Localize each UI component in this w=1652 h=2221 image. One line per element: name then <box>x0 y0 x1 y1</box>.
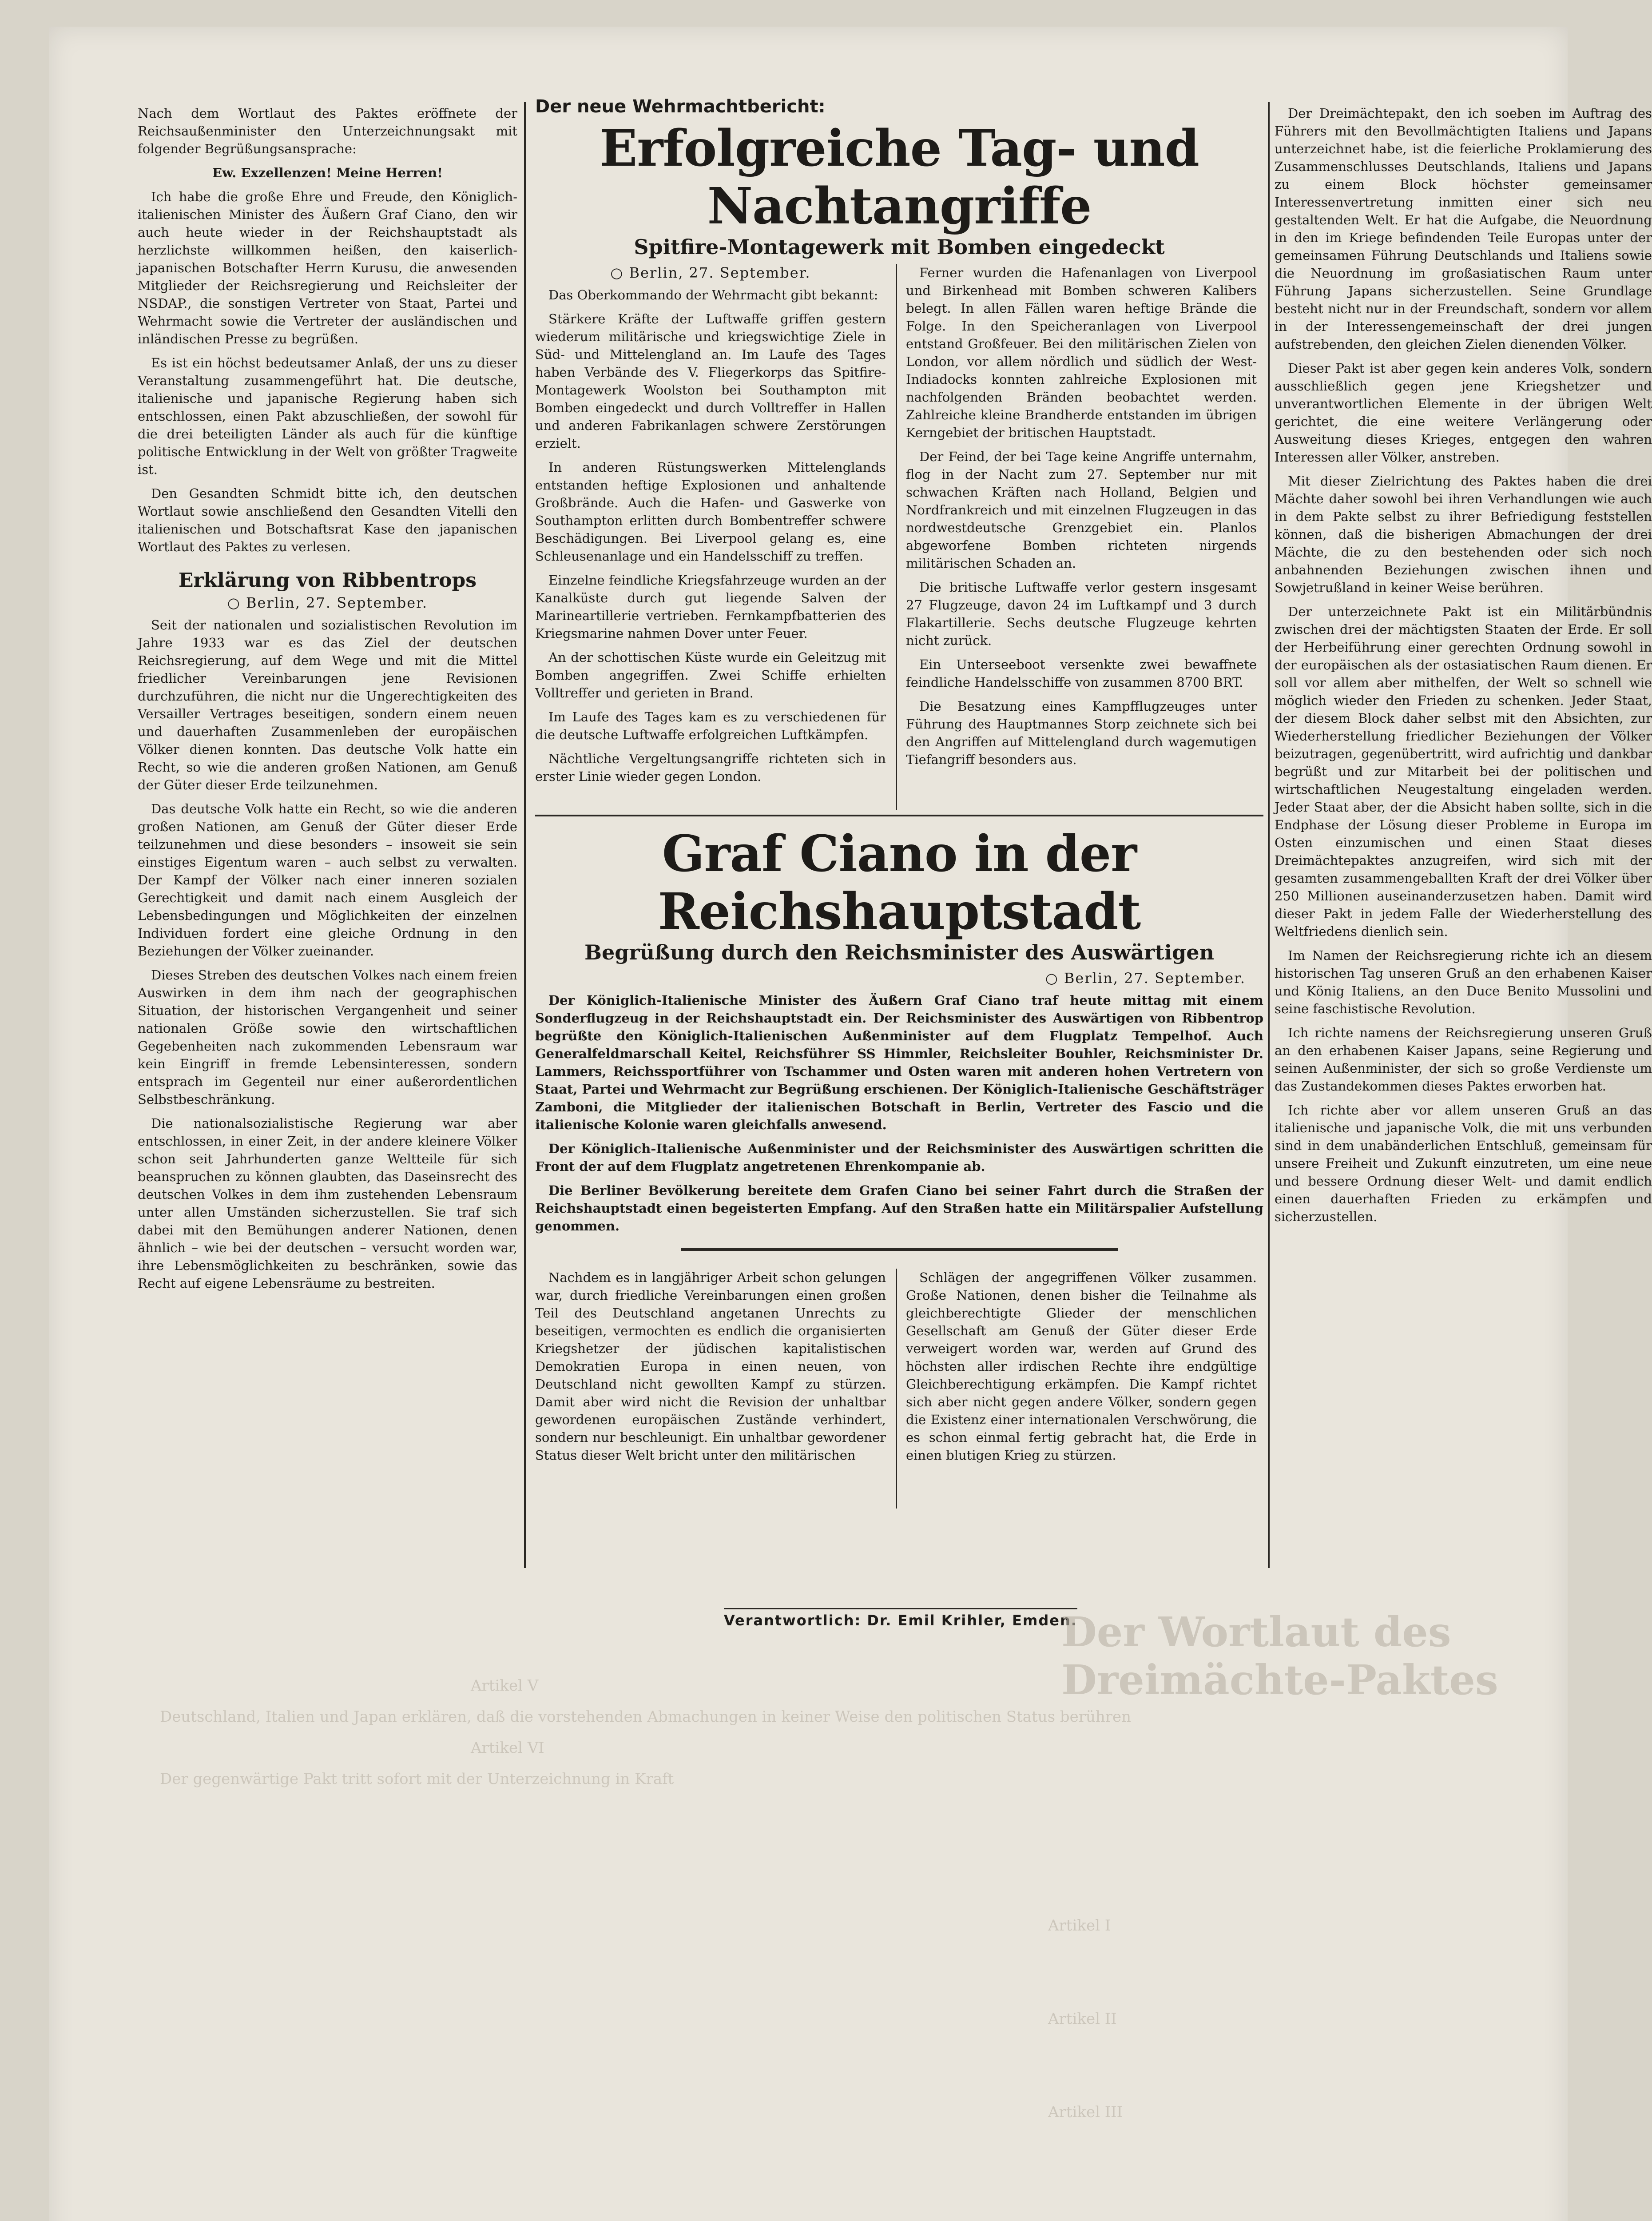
report-two-columns <box>535 264 1263 815</box>
bottom-left <box>535 1269 886 1470</box>
show-through-line: Artikel V <box>471 1677 539 1695</box>
subheadline: Spitfire-Montagewerk mit Bomben eingedeckt <box>634 235 1165 259</box>
inner-column-rule <box>896 264 897 810</box>
paragraph: Im Namen der Reichsregierung richte ich an diesem historischen Tag unseren Gruß an den erhabenen Kaiser und König Italiens, an den Duce Benito Mussolini und seine faschistische Revolution. <box>1275 948 1652 1016</box>
paragraph: Einzelne feindliche Kriegsfahrzeuge wurden an der Kanalküste durch gut liegende Salven der Marineartillerie vertrieben. Fernkampfbatterien des Kriegsmarine nahmen Dover unter Feuer. <box>535 573 886 641</box>
inner-column-rule <box>896 1269 897 1509</box>
show-through-line: Artikel VI <box>471 1739 544 1757</box>
paragraph: Stärkere Kräfte der Luftwaffe griffen gestern wiederum militärische und kriegswichtige Ziele in Süd- und Mittelengland an. Im Laufe des Tages haben Verbände des V. Fliegerkorps das Spitfire-Montagewerk Woolston bei Southampton mit Bomben eingedeckt und durch Volltreffer in Hallen und anderen Fabrikanlagen schwere Zerstörungen erzielt. <box>535 311 886 451</box>
show-through-line: Artikel I <box>1048 1917 1111 1934</box>
paragraph: Ich habe die große Ehre und Freude, den Königlich-italienischen Minister des Äußern Graf Ciano, den wir auch heute wieder in der Reichshauptstadt als herzlichste willkommen heißen, den kaiserlich-japanischen Botschafter Herrn Kurusu, die anwesenden Mitglieder der Reichsregierung und Reichsleiter der NSDAP., die sonstigen Vertreter von Staat, Partei und Wehrmacht sowie die Vertreter der ausländischen und inländischen Presse zu begrüßen. <box>138 189 517 346</box>
paragraph: Die britische Luftwaffe verlor gestern insgesamt 27 Flugzeuge, davon 24 im Luftkampf und 3 durch Flakartillerie. Sechs deutsche Flugzeuge kehrten nicht zurück. <box>906 580 1257 648</box>
report-left <box>535 264 886 792</box>
dateline-text: Berlin, 27. September. <box>629 264 811 281</box>
column-rule-right <box>1268 102 1270 1568</box>
paragraph: Ich richte aber vor allem unseren Gruß an das italienische und japanische Volk, die mit uns verbunden sind in dem unabänderlichen Entschluß, gemeinsam für unsere Freiheit und Zukunft einzutreten, um eine neue und bessere Ordnung dieser Welt- und damit endlich einen dauerhaften Frieden zu erkämpfen und sicherzustellen. <box>1275 1103 1652 1224</box>
dateline: ○ Berlin, 27. September. <box>610 264 811 281</box>
responsible-editor-credit: Verantwortlich: Dr. Emil Krihler, Emden. <box>724 1608 1077 1629</box>
dateline: ○ Berlin, 27. September. <box>1045 970 1246 987</box>
kicker: Der neue Wehrmachtbericht: <box>535 96 826 117</box>
paragraph: Ein Unterseeboot versenkte zwei bewaffnete feindliche Handelsschiffe von zusammen 8700 BRT. <box>906 657 1257 690</box>
section-divider <box>535 815 1263 816</box>
paragraph: Der unterzeichnete Pakt ist ein Militärbündnis zwischen drei der mächtigsten Staaten der Erde. Er soll der Herbeiführung einer gerechten Ordnung sowohl in der europäischen als der ostasiatischen Raum dienen. Er soll vor allem aber mithelfen, der Welt so schnell wie möglich wieder den Frieden zu schenken. Jeder Staat, der diesem Block daher selbst mit den Absichten, zur Wiederherstellung friedlicher Beziehungen der Völker beizutragen, gegenübertritt, wird aufrichtig und dankbar begrüßt und zur Mitarbeit bei der politischen und wirtschaftlichen Neugestaltung eingeladen werden. Jeder Staat aber, der die Absicht haben sollte, sich in die Endphase der Lösung dieser Probleme in Europa im Osten einzumischen und einen Staat dieses Dreimächtepaktes anzugreifen, wird sich mit der gesamten zusammengeballten Kraft der drei Völker über 250 Millionen auseinanderzusetzen haben. Damit wird dieser Pakt in jedem Falle der Wiederherstellung des Weltfriedens dienlich sein. <box>1275 604 1652 939</box>
show-through-text <box>160 1670 1581 2128</box>
report-right <box>906 264 1257 775</box>
paragraph: Dieses Streben des deutschen Volkes nach einem freien Auswirken in dem ihm nach der geographischen Situation, der historischen Vergangenheit und seiner nationalen Größe sowie den wirtschaftlichen Gegebenheiten nach zukommenden Lebensraum war kein Eingriff in fremde Lebensinteressen, sondern entsprach im Gegenteil nur einer außerordentlichen Selbstbeschränkung. <box>138 967 517 1107</box>
show-through-line: Artikel III <box>1048 2103 1123 2121</box>
show-through-title: Der Wortlaut des Dreimächte-Paktes <box>1061 1608 1498 1704</box>
show-through-line: Der gegenwärtige Pakt tritt sofort mit der Unterzeichnung in Kraft <box>160 1770 674 1788</box>
paragraph: Im Laufe des Tages kam es zu verschiedenen für die deutsche Luftwaffe erfolgreichen Luftkämpfen. <box>535 709 886 742</box>
paragraph: An der schottischen Küste wurde ein Geleitzug mit Bomben angegriffen. Zwei Schiffe erhielten Volltreffer und gerieten in Brand. <box>535 650 886 701</box>
bottom-two-columns <box>535 1269 1263 1517</box>
paragraph: Ich richte namens der Reichsregierung unseren Gruß an den erhabenen Kaiser Japans, seine Regierung und seinen Außenminister, der sich so große Verdienste um das Zustandekommen dieses Paktes erworben hat. <box>1275 1025 1652 1094</box>
paragraph: Nächtliche Vergeltungsangriffe richteten sich in erster Linie wieder gegen London. <box>535 751 886 784</box>
paragraph: Den Gesandten Schmidt bitte ich, den deutschen Wortlaut sowie anschließend den Gesandten Vitelli den italienischen und Botschaftsrat Kase den japanischen Wortlaut des Paktes zu verlesen. <box>138 486 517 554</box>
paragraph: Dieser Pakt ist aber gegen kein anderes Volk, sondern ausschließlich gegen jene Kriegshetzer und unverantwortlichen Elemente in der übrigen Welt gerichtet, die eine weitere Verlängerung oder Ausweitung dieses Krieges, entgegen den wahren Interessen aller Völker, anstreben. <box>1275 361 1652 465</box>
salutation: Ew. Exzellenzen! Meine Herren! <box>212 165 443 180</box>
show-through-line: Deutschland, Italien und Japan erklären, daß die vorstehenden Abmachungen in keiner Weise den politischen Status berühren <box>160 1708 1132 1726</box>
paragraph: Das deutsche Volk hatte ein Recht, so wie die anderen großen Nationen, am Genuß der Güter dieser Erde teilzunehmen und diese besonders – insoweit sie sein einstiges Eigentum waren – auch selbst zu verwalten. Der Kampf der Völker nach einer inneren sozialen Gerechtigkeit und damit nach einem Ausgleich der Lebensbedingungen und Möglichkeiten der einzelnen Individuen fordert eine gleiche Ordnung in den Beziehungen der Völker zueinander. <box>138 801 517 959</box>
paragraph: Der Feind, der bei Tage keine Angriffe unternahm, flog in der Nacht zum 27. September nur mit schwachen Kräften nach Holland, Belgien und Nordfrankreich und mit einzelnen Flugzeugen in das nordwestdeutsche Grenzgebiet ein. Planlos abgeworfene Bomben richteten nirgends militärischen Schaden an. <box>906 449 1257 571</box>
dateline-text: Berlin, 27. September. <box>246 594 428 611</box>
section-divider <box>681 1248 1118 1251</box>
paragraph: Nachdem es in langjähriger Arbeit schon gelungen war, durch friedliche Vereinbarungen einen großen Teil des Deutschland angetanen Unrechts zu beseitigen, vermochten es endlich die organisierten Kriegshetzer der jüdischen kapitalistischen Demokratien Europa in einen neuen, von Deutschland nicht gewollten Kampf zu stürzen. Damit aber wird nicht die Revision der unhaltbar gewordenen europäischen Zustände verhindert, sondern nur beschleunigt. Ein unhaltbar gewordener Status dieser Welt bricht unter den militärischen <box>535 1270 886 1463</box>
paragraph: Schlägen der angegriffenen Völker zusammen. Große Nationen, denen bisher die Teilnahme als gleichberechtigte Glieder der menschlichen Gesellschaft am Genuß der Güter dieser Erde verweigert worden war, werden auf Grund des höchsten aller irdischen Rechte ihre endgültige Gleichberechtigung erkämpfen. Die Kampf richtet sich aber nicht gegen andere Völker, sondern gegen die Existenz einer internationalen Verschwörung, die es schon einmal fertig gebracht hat, die Erde in einen blutigen Krieg zu stürzen. <box>906 1270 1257 1463</box>
paragraph: Es ist ein höchst bedeutsamer Anlaß, der uns zu dieser Veranstaltung zusammengeführt hat. Die deutsche, italienische und japanische Regierung haben sich entschlossen, einen Pakt abzuschließen, der sowohl für die drei beteiligten Länder als auch für die künftige politische Entwicklung in der Welt von größter Tragweite ist. <box>138 355 517 477</box>
paragraph: In anderen Rüstungswerken Mittelenglands entstanden heftige Explosionen und anhaltende Großbrände. Auch die Hafen- und Gaswerke von Southampton erlitten durch Bombentreffer schwere Beschädigungen. Bei Liverpool gelang es, eine Schleusenanlage und ein Handelsschiff zu treffen. <box>535 460 886 564</box>
center-column <box>535 98 1263 1517</box>
dateline-text: Berlin, 27. September. <box>1064 970 1246 987</box>
paragraph: Das Oberkommando der Wehrmacht gibt bekannt: <box>548 287 878 303</box>
right-column <box>1275 104 1652 1232</box>
newspaper-page <box>49 27 1652 2221</box>
paragraph: Mit dieser Zielrichtung des Paktes haben die drei Mächte daher sowohl bei ihren Verhandlungen wie auch in dem Pakte selbst zu ihrer Befriedigung feststellen können, daß die bisherigen Abmachungen der drei Mächte, die zu den bestehenden oder sich noch anbahnenden Beziehungen zwischen ihnen und Sowjetrußland in keiner Weise berühren. <box>1275 474 1652 595</box>
paragraph: Seit der nationalen und sozialistischen Revolution im Jahre 1933 war es das Ziel der deutschen Reichsregierung, auf dem Wege und mit die Mittel friedlicher Vereinbarungen jene Revisionen durchzuführen, die nicht nur die Ungerechtigkeiten des Versailler Vertrages beseitigen, sondern einem neuen und dauerhaften Zusammenleben der europäischen Völker dienen konnten. Das deutsche Volk hatte ein Recht, so wie die anderen großen Nationen, am Genuß der Güter dieser Erde teilzunehmen. <box>138 617 517 792</box>
show-through-line: Artikel II <box>1048 2010 1117 2028</box>
paragraph: Die Berliner Bevölkerung bereitete dem Grafen Ciano bei seiner Fahrt durch die Straßen der Reichshauptstadt einen begeisterten Empfang. Auf den Straßen hatte ein Militärspalier Aufstellung genommen. <box>535 1183 1263 1234</box>
section-title: Erklärung von Ribbentrops <box>178 569 477 592</box>
dateline: ○ Berlin, 27. September. <box>227 594 428 611</box>
paragraph: Die nationalsozialistische Regierung war aber entschlossen, in einer Zeit, in der andere kleinere Völker schon seit Jahrhunderten ganze Weltteile für sich beanspruchen zu können glaubten, das Daseinsrecht des deutschen Volkes in dem ihm zustehenden Lebensraum unter allen Umständen sicherzustellen. Sie traf sich dabei mit den Bemühungen anderer Nationen, denen ähnlich – wie bei der deutschen – versucht worden war, ihre Lebensmöglichkeiten zu beschränken, sowie das Recht auf eigene Lebensräume zu bestreiten. <box>138 1116 517 1291</box>
paragraph: Der Königlich-Italienische Minister des Äußern Graf Ciano traf heute mittag mit einem Sonderflugzeug in der Reichshauptstadt ein. Der Reichsminister des Auswärtigen von Ribbentrop begrüßte den Königlich-Italienischen Außenminister auf dem Flugplatz Tempelhof. Auch Generalfeldmarschall Keitel, Reichsführer SS Himmler, Reichsleiter Bouhler, Reichsminister Dr. Lammers, Reichssportführer von Tschammer und Osten waren mit anderen hohen Vertretern von Staat, Partei und Wehrmacht zur Begrüßung erschienen. Der Königlich-Italienische Geschäftsträger Zamboni, die Mitglieder der italienischen Botschaft in Berlin, Vertreter des Fascio und die italienische Kolonie waren gleichfalls anwesend. <box>535 993 1263 1132</box>
paragraph: Die Besatzung eines Kampfflugzeuges unter Führung des Hauptmannes Storp zeichnete sich bei den Angriffen auf Mittelengland durch wagemutigen Tiefangriff besonders aus. <box>906 699 1257 767</box>
paragraph: Ferner wurden die Hafenanlagen von Liverpool und Birkenhead mit Bomben schweren Kalibers belegt. In allen Fällen waren heftige Brände die Folge. In den Speicheranlagen von Liverpool entstand Großfeuer. Bei den militärischen Zielen von London, vor allem nördlich und südlich der West-Indiadocks konnten zahlreiche Explosionen mit nachfolgenden Bränden beobachtet werden. Zahlreiche kleine Brandherde entstanden im übrigen Kerngebiet der britischen Hauptstadt. <box>906 265 1257 440</box>
left-column <box>138 104 517 1298</box>
headline-ciano: Graf Ciano in der Reichshauptstadt <box>658 825 1141 941</box>
paragraph: Der Königlich-Italienische Außenminister und der Reichsminister des Auswärtigen schritten die Front der auf dem Flugplatz angetretenen Ehrenkompanie ab. <box>535 1141 1263 1174</box>
subheadline-ciano: Begrüßung durch den Reichsminister des Auswärtigen <box>584 940 1214 964</box>
headline: Erfolgreiche Tag- und Nachtangriffe <box>600 119 1199 235</box>
paragraph: Der Dreimächtepakt, den ich soeben im Auftrag des Führers mit den Bevollmächtigten Italiens und Japans unterzeichnet habe, ist die feierliche Proklamierung des Zusammenschlusses Deutschlands, Italiens und Japans zu einem Block höchster gemeinsamer Interessenvertretung inmitten einer sich neu gestaltenden Welt. Er hat die Aufgabe, die Neuordnung in den im Kriege befindenden Teile Europas unter der gemeinsamen Führung Deutschlands und Italiens sowie die Neuordnung im großasiatischen Raum unter Führung Japans sicherzustellen. Seine Grundlage besteht nicht nur in der Freundschaft, sondern vor allem in der Interessengemeinschaft der drei jungen aufstrebenden, den gleichen Zielen dienenden Völker. <box>1275 106 1652 352</box>
bottom-right <box>906 1269 1257 1470</box>
paragraph: Nach dem Wortlaut des Paktes eröffnete der Reichsaußenminister den Unterzeichnungsakt mit folgender Begrüßungsansprache: <box>138 106 517 156</box>
column-rule-left <box>524 102 526 1568</box>
